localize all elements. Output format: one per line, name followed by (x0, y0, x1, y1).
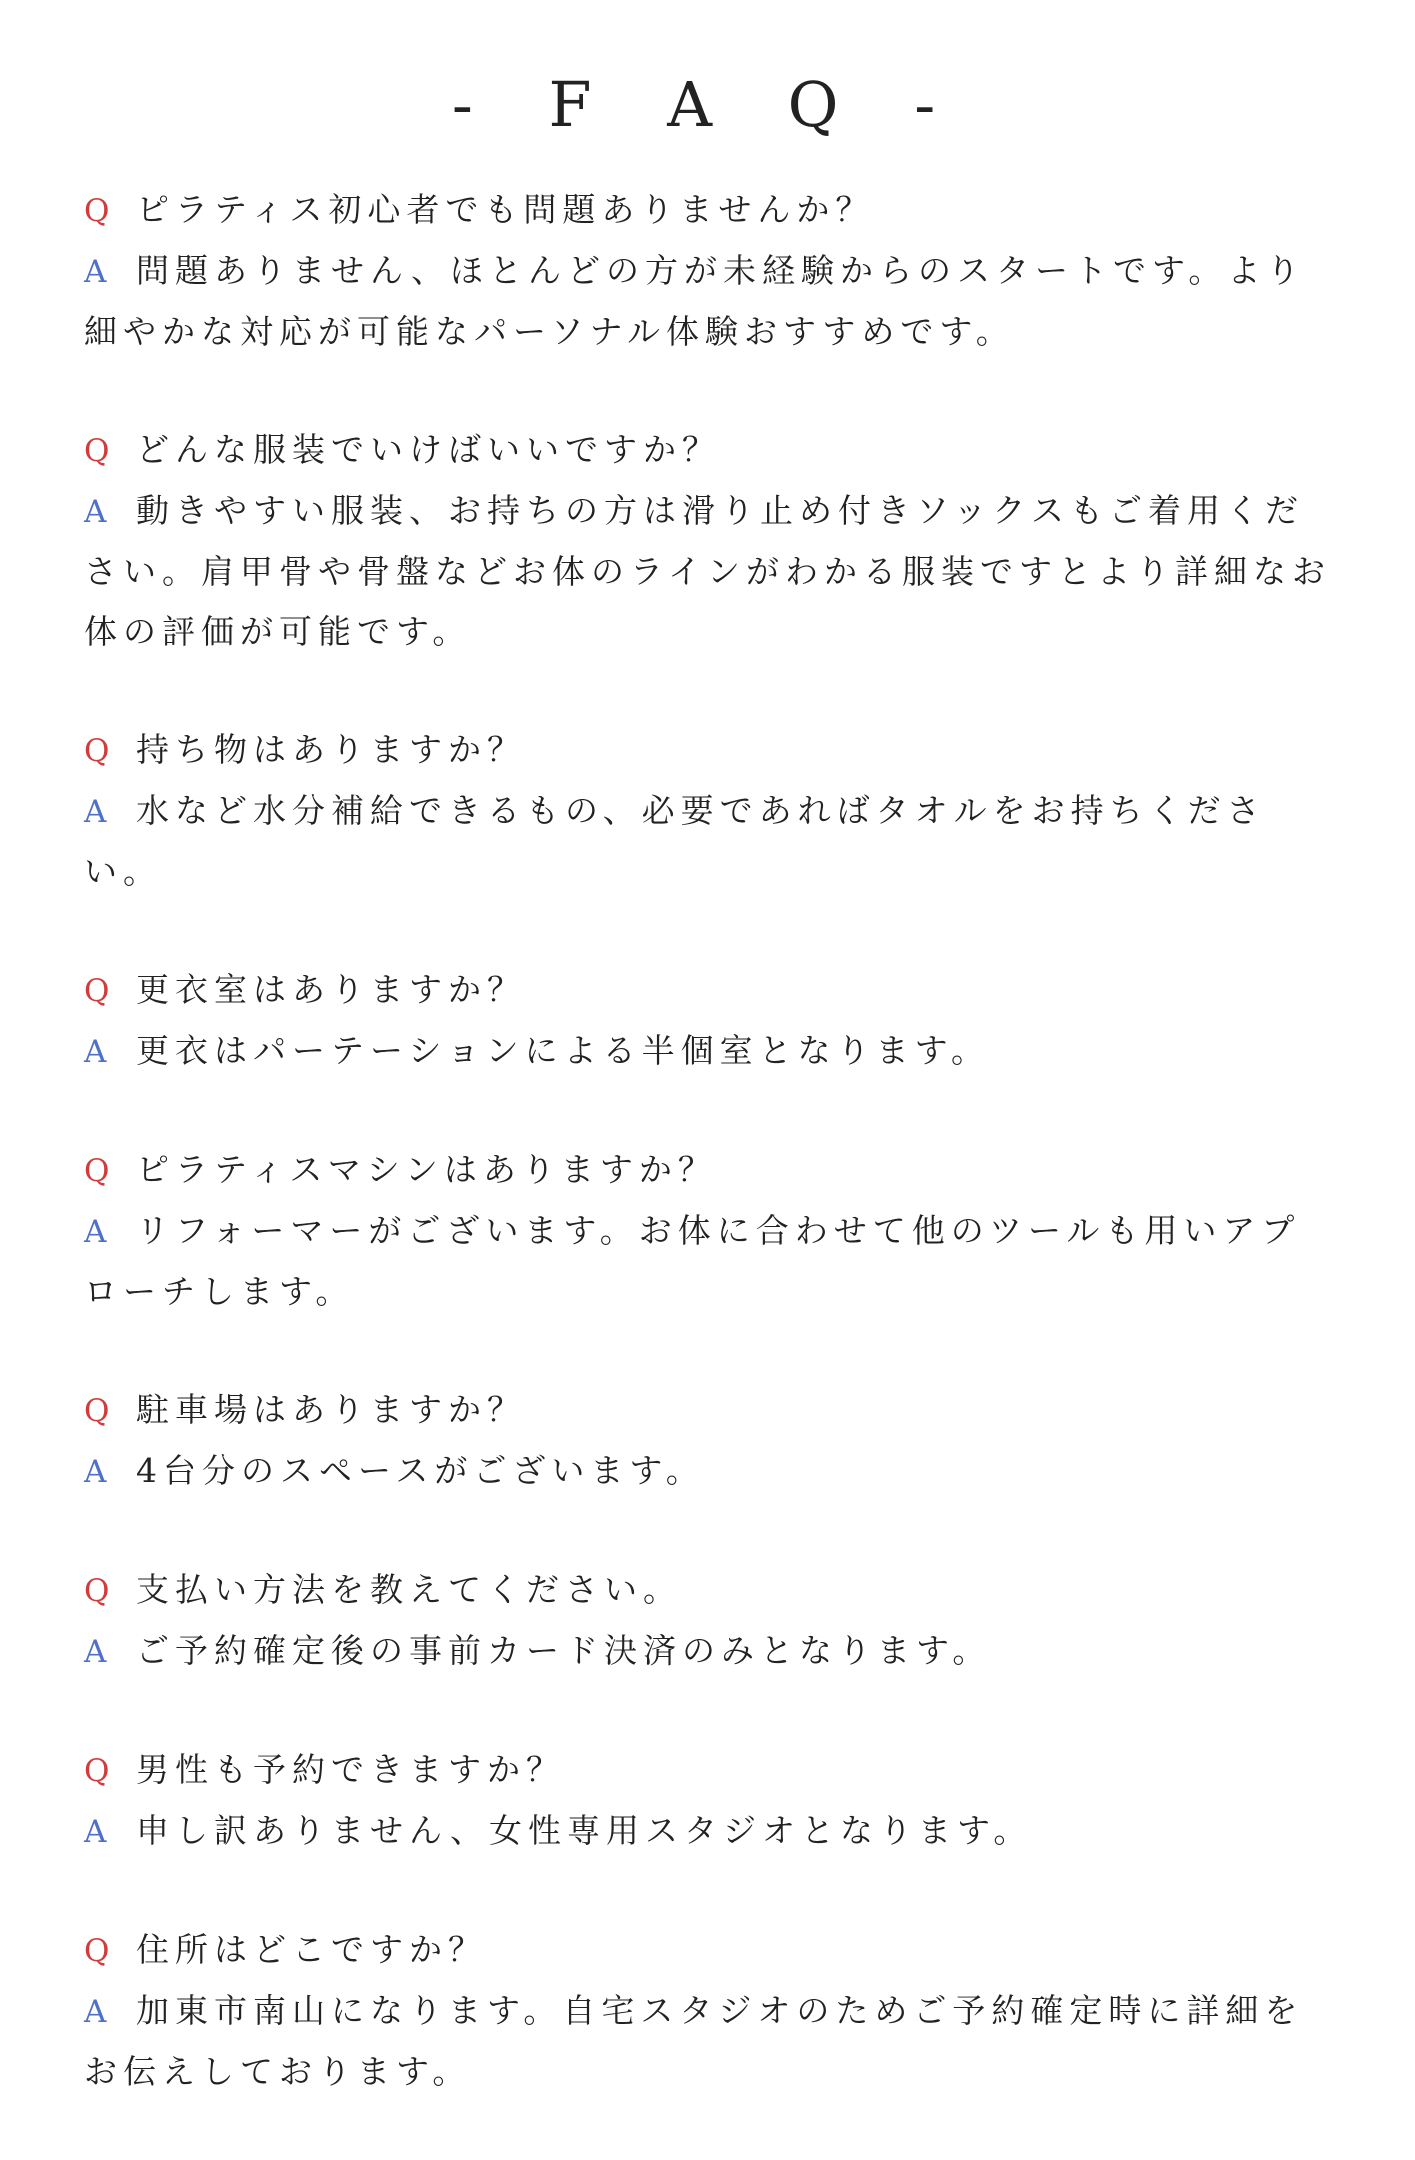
answer-text: 更衣はパーテーションによる半個室となります。 (136, 1031, 991, 1070)
question-text: ピラティスマシンはありますか？ (136, 1150, 717, 1189)
answer-text: リフォーマーがございます。お体に合わせて他のツールも用いアプローチします。 (84, 1211, 1301, 1311)
faq-item (84, 1140, 1334, 1322)
question-line (84, 1140, 1334, 1201)
faq-item (84, 1920, 1334, 2102)
answer-line (84, 1021, 1334, 1082)
answer-line (84, 241, 1334, 362)
question-line (84, 960, 1334, 1021)
answer-line (84, 1801, 1334, 1862)
question-line (84, 1920, 1334, 1981)
question-mark: Q (84, 1153, 110, 1189)
question-text: 男性も予約できますか？ (136, 1750, 565, 1789)
answer-mark: A (84, 1994, 107, 2030)
question-text: 更衣室はありますか？ (136, 970, 526, 1009)
question-text: 住所はどこですか？ (136, 1930, 487, 1969)
answer-mark: A (84, 794, 107, 830)
question-line (84, 720, 1334, 781)
question-mark: Q (84, 733, 110, 769)
answer-line (84, 1621, 1334, 1682)
answer-line (84, 1201, 1334, 1322)
answer-mark: A (84, 1634, 107, 1670)
question-line (84, 180, 1334, 241)
answer-text: 申し訳ありません、女性専用スタジオとなります。 (136, 1811, 1033, 1850)
page-title: - F A Q - (451, 68, 964, 141)
question-mark: Q (84, 973, 110, 1009)
question-mark: Q (84, 1393, 110, 1429)
question-line (84, 1560, 1334, 1621)
faq-item (84, 720, 1334, 902)
answer-mark: A (84, 494, 107, 530)
answer-text: 加東市南山になります。自宅スタジオのためご予約確定時に詳細をお伝えしております。 (84, 1991, 1304, 2091)
answer-text: 水など水分補給できるもの、必要であればタオルをお持ちください。 (84, 791, 1266, 891)
answer-text: 動きやすい服装、お持ちの方は滑り止め付きソックスもご着用ください。肩甲骨や骨盤などお体のラインがわかる服装ですとより詳細なお体の評価が可能です。 (84, 491, 1332, 651)
answer-line (84, 481, 1334, 662)
answer-line (84, 1981, 1334, 2102)
answer-text: ご予約確定後の事前カード決済のみとなります。 (136, 1631, 992, 1670)
question-text: 持ち物はありますか？ (136, 730, 526, 769)
question-line (84, 1380, 1334, 1441)
faq-item (84, 1560, 1334, 1682)
question-mark: Q (84, 433, 110, 469)
answer-mark: A (84, 1814, 107, 1850)
question-mark: Q (84, 193, 110, 229)
question-text: 駐車場はありますか？ (136, 1390, 526, 1429)
answer-line (84, 781, 1334, 902)
question-text: ピラティス初心者でも問題ありませんか？ (136, 190, 875, 229)
faq-item (84, 1740, 1334, 1862)
question-line (84, 1740, 1334, 1801)
faq-list (84, 180, 1334, 2160)
faq-item (84, 420, 1334, 662)
answer-mark: A (84, 1454, 107, 1490)
faq-item (84, 1380, 1334, 1502)
answer-mark: A (84, 254, 107, 290)
faq-item (84, 960, 1334, 1082)
question-mark: Q (84, 1753, 110, 1789)
answer-text: 4台分のスペースがございます。 (136, 1451, 705, 1490)
question-line (84, 420, 1334, 481)
question-mark: Q (84, 1933, 110, 1969)
answer-mark: A (84, 1214, 107, 1250)
answer-text: 問題ありません、ほとんどの方が未経験からのスタートです。より細やかな対応が可能なパーソナル体験おすすめです。 (84, 251, 1306, 351)
faq-item (84, 180, 1334, 362)
answer-line (84, 1441, 1334, 1502)
answer-mark: A (84, 1034, 107, 1070)
question-text: 支払い方法を教えてください。 (136, 1570, 682, 1609)
question-mark: Q (84, 1573, 110, 1609)
question-text: どんな服装でいけばいいですか？ (136, 430, 721, 469)
